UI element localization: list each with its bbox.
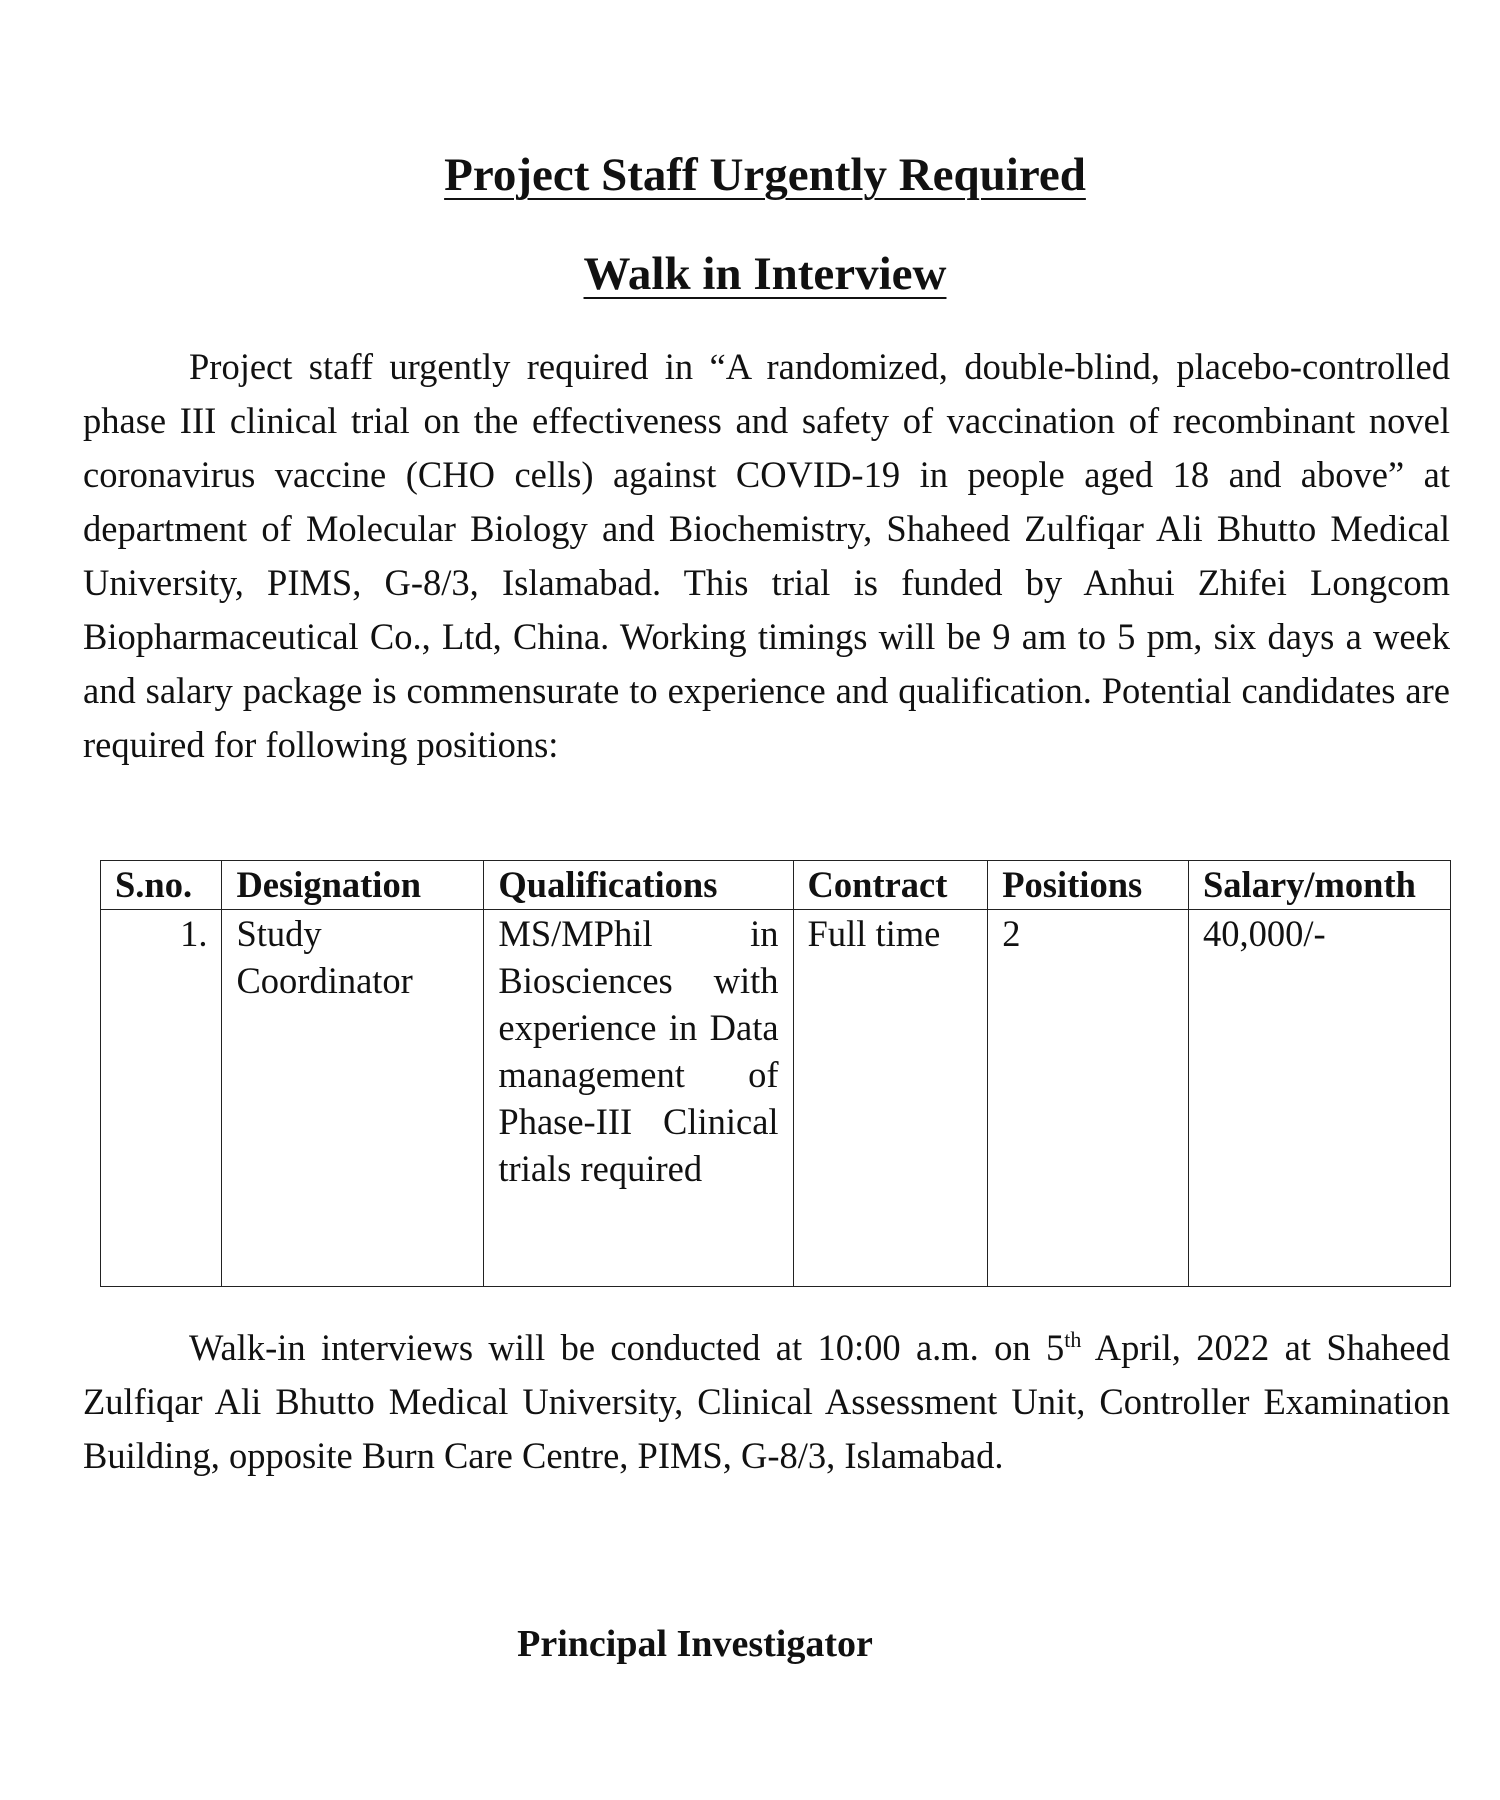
header-qualifications: Qualifications <box>484 861 793 910</box>
positions-table <box>100 860 1451 1287</box>
table-row <box>101 910 1451 1287</box>
intro-paragraph: Project staff urgently required in “A randomized, double-blind, placebo-controlled phase III clinical trial on the effectiveness and safety of vaccination of recombinant novel coronavirus vaccine (CHO cells) against COVID-19 in people aged 18 and above” at department of Molecular Biology and Biochemistry, Shaheed Zulfiqar Ali Bhutto Medical University, PIMS, G-8/3, Islamabad. This trial is funded by Anhui Zhifei Longcom Biopharmaceutical Co., Ltd, China. Working timings will be 9 am to 5 pm, six days a week and salary package is commensurate to experience and qualification. Potential candidates are required for following positions: <box>83 346 1450 765</box>
header-salary: Salary/month <box>1189 861 1451 910</box>
table-header-row <box>101 861 1451 910</box>
cell-sno: 1. <box>101 910 222 1287</box>
page-subtitle: Walk in Interview <box>583 248 947 300</box>
cell-designation: Study Coordinator <box>222 910 484 1287</box>
page-title: Project Staff Urgently Required <box>444 149 1086 201</box>
walkin-paragraph <box>83 1321 1450 1483</box>
date-ordinal-suffix: th <box>1064 1326 1082 1352</box>
cell-salary: 40,000/- <box>1189 910 1451 1287</box>
header-positions: Positions <box>988 861 1189 910</box>
signature-title: Principal Investigator <box>517 1623 873 1665</box>
walkin-text-start: Walk-in interviews will be conducted at 10:00 a.m. on 5 <box>189 1327 1065 1368</box>
header-contract: Contract <box>793 861 988 910</box>
walkin-text-end: April, 2022 at Shaheed Zulfiqar Ali Bhutto Medical University, Clinical Assessment Unit, Controller Examination Building, opposite Burn Care Centre, PIMS, G-8/3, Islamabad. <box>83 1327 1450 1476</box>
cell-contract: Full time <box>793 910 988 1287</box>
header-designation: Designation <box>222 861 484 910</box>
cell-qualifications: MS/MPhil in Biosciences with experience in Data management of Phase-III Clinical trials required <box>484 910 793 1287</box>
cell-positions: 2 <box>988 910 1189 1287</box>
header-sno: S.no. <box>101 861 222 910</box>
